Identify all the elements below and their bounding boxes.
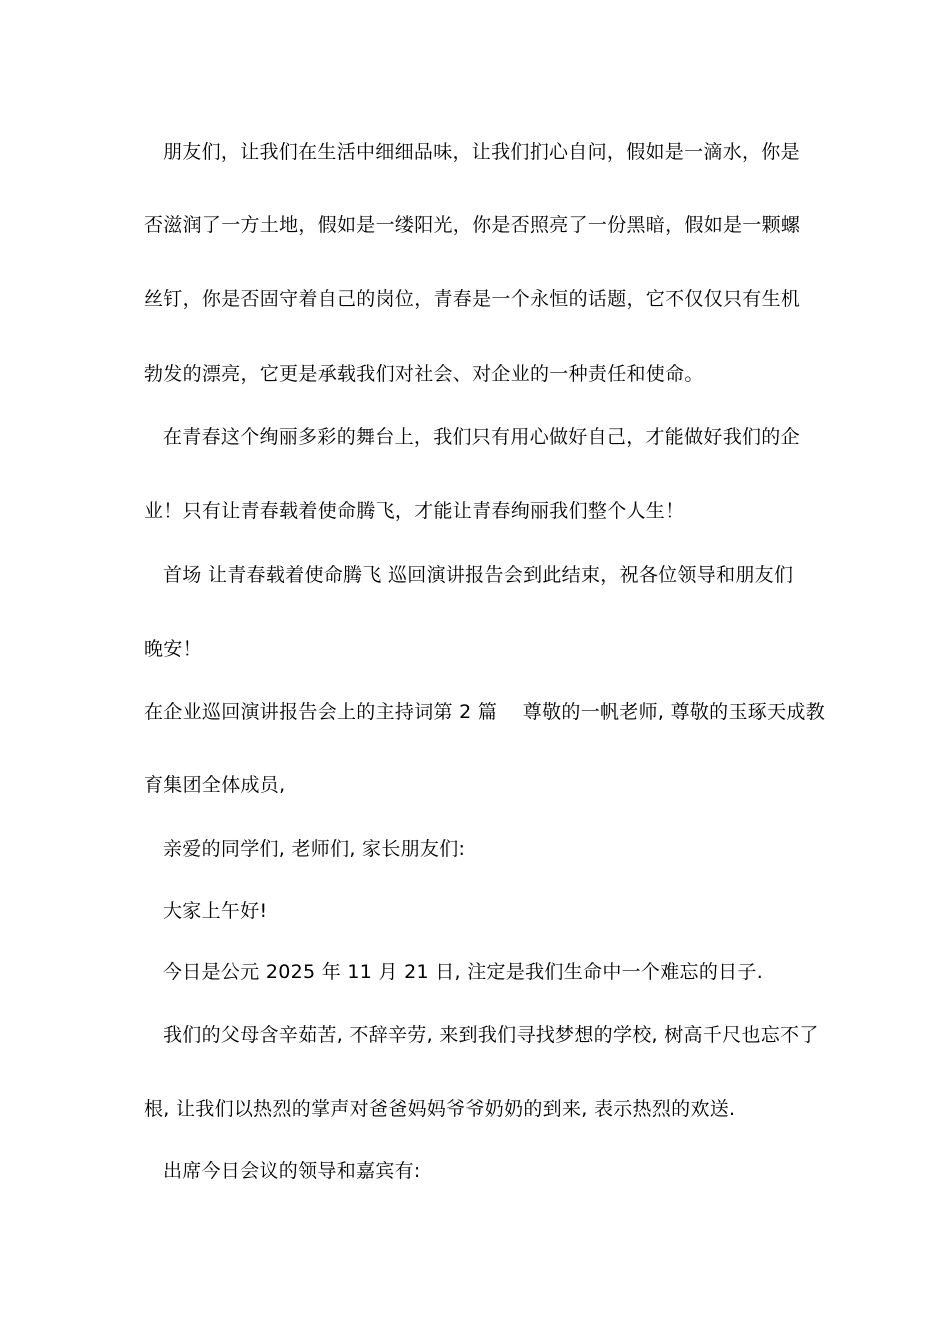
paragraph-line: 今日是公元 2025 年 11 月 21 日, 注定是我们生命中一个难忘的日子. — [163, 961, 764, 983]
paragraph-line: 在青春这个绚丽多彩的舞台上，我们只有用心做好自己，才能做好我们的企 — [163, 426, 800, 448]
paragraph-line: 勃发的漂亮，它更是承载我们对社会、对企业的一种责任和使命。 — [144, 363, 704, 385]
paragraph-line: 出席今日会议的领导和嘉宾有: — [163, 1160, 421, 1182]
section-heading-line: 在企业巡回演讲报告会上的主持词第 2 篇 尊敬的一帆老师, 尊敬的玉琢天成教 — [144, 701, 825, 723]
paragraph-line: 大家上午好! — [163, 900, 268, 922]
paragraph-line: 亲爱的同学们, 老师们, 家长朋友们: — [163, 838, 466, 860]
paragraph-line: 晚安！ — [144, 638, 202, 660]
paragraph-line: 朋友们，让我们在生活中细细品味，让我们扪心自问，假如是一滴水，你是 — [163, 141, 800, 163]
paragraph-line: 否滋润了一方土地，假如是一缕阳光，你是否照亮了一份黑暗，假如是一颗螺 — [144, 214, 801, 236]
paragraph-line: 首场 让青春载着使命腾飞 巡回演讲报告会到此结束，祝各位领导和朋友们 — [163, 564, 794, 586]
paragraph-line: 我们的父母含辛茹苦, 不辞辛劳, 来到我们寻找梦想的学校, 树高千尺也忘不了 — [163, 1024, 819, 1046]
paragraph-line: 育集团全体成员, — [144, 774, 286, 796]
paragraph-line: 根, 让我们以热烈的掌声对爸爸妈妈爷爷奶奶的到来, 表示热烈的欢送. — [144, 1098, 736, 1120]
paragraph-line: 业！只有让青春载着使命腾飞，才能让青春绚丽我们整个人生！ — [144, 500, 685, 522]
paragraph-line: 丝钉，你是否固守着自己的岗位，青春是一个永恒的话题，它不仅仅只有生机 — [144, 288, 801, 310]
